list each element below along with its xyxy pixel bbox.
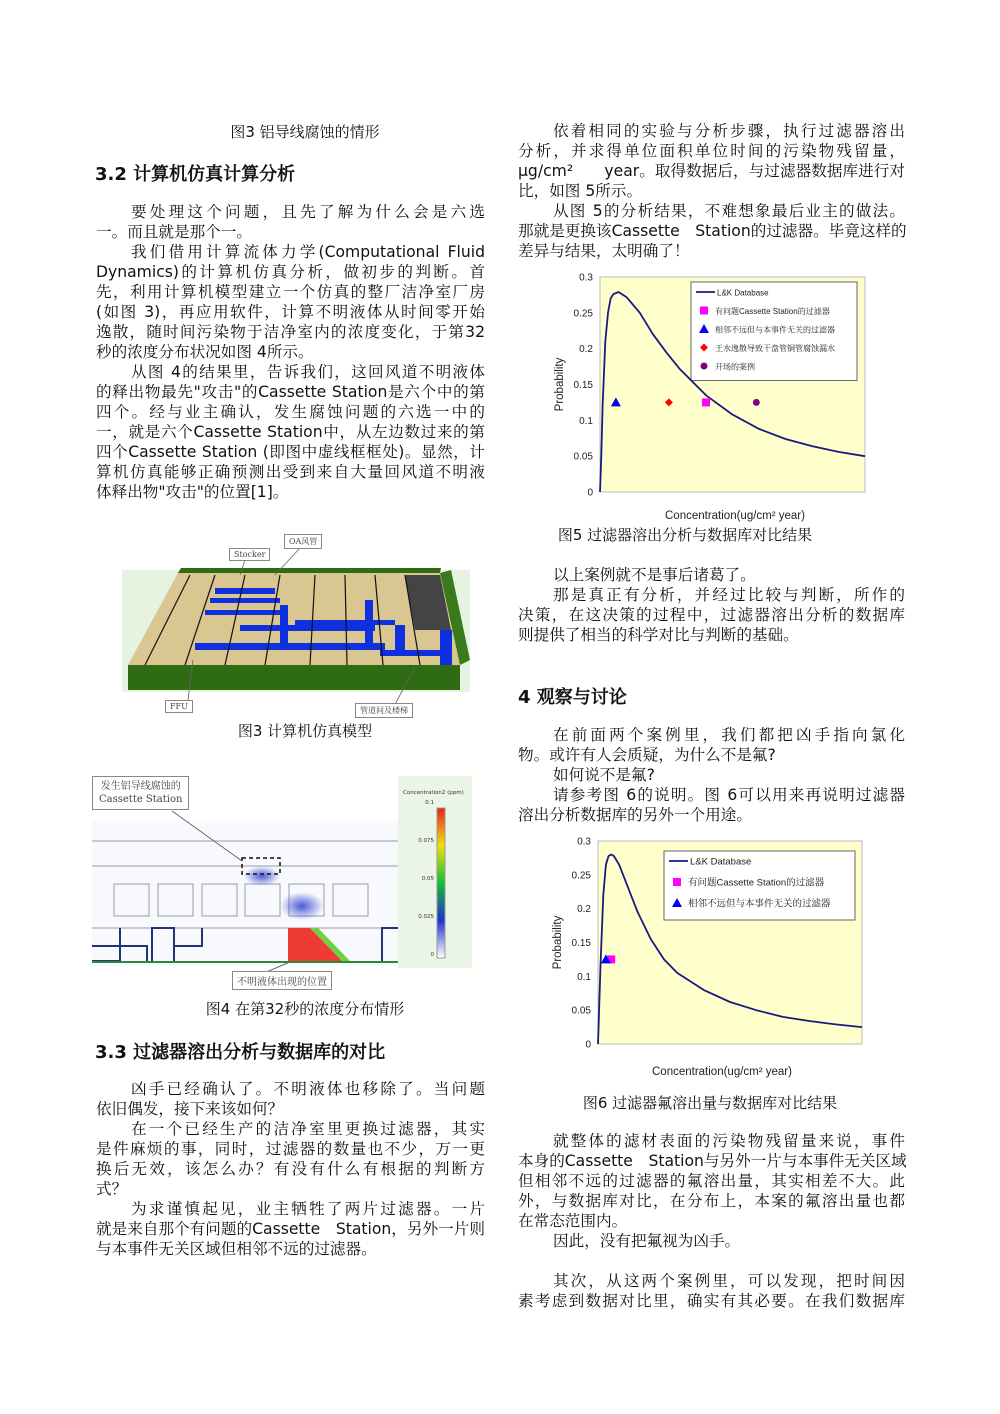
colorbar-tick: 0	[430, 952, 434, 958]
y-tick-label: 0.05	[573, 451, 593, 463]
text-line: 那是真正有分析，并经过比较与判断，所作的	[553, 586, 905, 604]
text-line: 分析，并求得单位面积单位时间的污染物残留量，	[518, 142, 905, 160]
text-line: 与本事件无关区域但相邻不远的过滤器。	[96, 1240, 377, 1258]
body-text	[518, 121, 905, 261]
body-text	[96, 202, 485, 502]
legend-label: L&K Database	[690, 856, 752, 868]
y-tick-label: 0.15	[573, 380, 593, 391]
text-line: 因此，没有把氟视为凶手。	[553, 1232, 741, 1250]
figure-3-simulation-model	[115, 530, 480, 720]
x-axis-label: Concentration(ug/cm² year)	[652, 1066, 792, 1078]
text-line: 物。或许有人会质疑，为什么不是氟?	[518, 746, 776, 764]
text-line: 从图 5的分析结果，不难想象最后业主的做法。	[553, 202, 905, 220]
text-line: 本身的Cassette Station与另外一片与本事件无关区域	[518, 1152, 907, 1170]
legend-label: 有问题Cassette Station的过滤器	[688, 877, 825, 889]
text-line: 要处理这个问题，且先了解为什么会是六选	[131, 203, 485, 221]
text-line: 决策，在这决策的过程中，过滤器溶出分析的数据库	[518, 606, 905, 624]
chart-figure-6	[540, 830, 880, 1085]
text-line: μg/cm² year。取得数据后，与过滤器数据库进行对	[518, 162, 905, 180]
y-tick-label: 0.25	[573, 308, 593, 320]
x-axis-label: Concentration(ug/cm² year)	[665, 510, 805, 522]
text-line: 四个Cassette Station (即图中虚线框框处)。显然，计	[96, 443, 485, 461]
text-line: 秒的浓度分布状况如图 4所示。	[96, 343, 314, 361]
text-line: 式？	[96, 1180, 128, 1198]
text-line: 的释出物最先"攻击"的Cassette Station是六个中的第	[96, 383, 485, 401]
legend-label: L&K Database	[717, 288, 769, 298]
text-line: (如图 3)，再应用软件，计算不明液体从时间零开始	[96, 303, 485, 321]
colorbar-tick: 0.075	[418, 838, 434, 844]
y-tick-label: 0	[587, 487, 593, 499]
legend-label: 王水逸散导致干盘管铜管腐蚀漏水	[715, 344, 835, 353]
legend-label: 相邻不远但与本事件无关的过滤器	[688, 898, 831, 910]
text-line: 则提供了相当的科学对比与判断的基础。	[518, 626, 799, 644]
y-tick-label: 0.2	[577, 904, 591, 916]
text-line: 逸散，随时间污染物于洁净室内的浓度变化，于第32	[96, 323, 485, 341]
body-text	[518, 1271, 905, 1311]
colorbar-ticks	[410, 800, 434, 960]
data-point-circle	[753, 399, 760, 406]
text-line: 依着相同的实验与分析步骤，执行过滤器溶出	[553, 122, 905, 140]
y-tick-label: 0.15	[571, 938, 591, 949]
label-ffu: FFU	[165, 700, 193, 713]
y-tick-label: 0.05	[571, 1005, 591, 1017]
y-axis-label: Probability	[554, 357, 566, 412]
body-text	[96, 1079, 485, 1259]
colorbar-title: Concentration2 (ppm)	[403, 790, 464, 796]
text-line: 是件麻烦的事，同时，过滤器的数量也不少，万一更	[96, 1140, 485, 1158]
section-heading: 4 观察与讨论	[518, 687, 627, 708]
text-line: 我们借用计算流体力学(Computational Fluid	[131, 243, 485, 261]
y-tick-label: 0.25	[571, 870, 591, 882]
y-tick-label: 0.3	[579, 272, 593, 284]
label-oa-duct: OA风管	[284, 534, 322, 549]
text-line: 从图 4的结果里，告诉我们，这回风道不明液体	[131, 363, 485, 381]
figure-4-concentration	[92, 776, 472, 988]
legend-swatch-square	[673, 878, 681, 886]
text-line: 算机仿真能够正确预测出受到来自大量回风道不明液	[96, 463, 485, 481]
y-tick-label: 0.3	[577, 836, 591, 848]
callout-line-1: 发生铝导线腐蚀的	[100, 781, 181, 792]
text-line: 一。而且就是那个一。	[96, 223, 252, 241]
label-stocker: Stocker	[229, 548, 270, 561]
text-line: 以上案例就不是事后诸葛了。	[553, 566, 756, 584]
data-point-square	[702, 398, 710, 406]
text-line: 在一个已经生产的洁净室里更换过滤器，其实	[131, 1120, 485, 1138]
figure-caption: 图3 计算机仿真模型	[237, 722, 373, 740]
text-line: 请参考图 6的说明。图 6可以用来再说明过滤器	[553, 786, 905, 804]
colorbar-tick: 0.1	[425, 800, 434, 806]
y-tick-label: 0.2	[579, 344, 593, 356]
y-tick-label: 0	[585, 1039, 591, 1051]
callout-line-2: Cassette Station	[99, 794, 183, 805]
text-line: 就是来自那个有问题的Cassette Station，另外一片则	[96, 1220, 485, 1238]
text-line: 就整体的滤材表面的污染物残留量来说，事件	[553, 1132, 905, 1150]
figure-caption: 图3 铝导线腐蚀的情形	[230, 123, 380, 141]
section-heading: 3.2 计算机仿真计算分析	[95, 164, 296, 185]
text-line: 为求谨慎起见，业主牺牲了两片过滤器。一片	[131, 1200, 485, 1218]
text-line: 四个。经与业主确认，发生腐蚀问题的六选一中的	[96, 403, 485, 421]
text-line: 比，如图 5所示。	[518, 182, 643, 200]
label-liquid-location: 不明液体出现的位置	[232, 971, 332, 990]
text-line: 其次，从这两个案例里，可以发现，把时间因	[553, 1272, 905, 1290]
factory-model-image	[115, 530, 480, 720]
y-tick-label: 0.1	[579, 415, 593, 427]
body-text	[518, 725, 905, 825]
y-axis-label: Probability	[552, 915, 564, 970]
section-heading: 3.3 过滤器溶出分析与数据库的对比	[95, 1042, 386, 1063]
chart-figure-5	[540, 266, 880, 524]
figure-caption: 图6 过滤器氟溶出量与数据库对比结果	[582, 1094, 838, 1112]
legend-swatch-circle	[701, 363, 708, 370]
text-line: 在前面两个案例里，我们都把凶手指向氯化	[553, 726, 905, 744]
text-line: 一，就是六个Cassette Station中，从左边数过来的第	[96, 423, 485, 441]
text-line: 在常态范围内。	[518, 1212, 628, 1230]
text-line: 素考虑到数据对比里，确实有其必要。在我们数据库	[518, 1292, 905, 1310]
text-line: 差异与结果，太明确了！	[518, 242, 690, 260]
legend-label: 有问题Cassette Station的过滤器	[715, 307, 830, 316]
callout-corrosion-station	[92, 776, 189, 810]
text-line: 依旧偶发，接下来该如何？	[96, 1100, 284, 1118]
figure-caption: 图4 在第32秒的浓度分布情形	[205, 1000, 405, 1018]
legend-swatch-square	[700, 307, 708, 315]
text-line: 外，与数据库对比，在分布上，本案的氟溶出量也都	[518, 1192, 905, 1210]
colorbar-tick: 0.025	[418, 914, 434, 920]
figure-caption: 图5 过滤器溶出分析与数据库对比结果	[557, 526, 813, 544]
text-line: Dynamics)的计算机仿真分析，做初步的判断。首	[96, 263, 485, 281]
text-line: 那就是更换该Cassette Station的过滤器。毕竟这样的	[518, 222, 907, 240]
legend-label: 开场的案例	[715, 362, 755, 372]
text-line: 溶出分析数据库的另外一个用途。	[518, 806, 752, 824]
text-line: 先，利用计算机模型建立一个仿真的整厂洁净室厂房	[96, 283, 485, 301]
label-stairs: 管道间及楼梯	[355, 703, 413, 718]
colorbar-tick: 0.05	[421, 876, 434, 882]
legend-label: 相邻不远但与本事件无关的过滤器	[715, 325, 835, 335]
text-line: 体释出物"攻击"的位置[1]。	[96, 483, 289, 501]
text-line: 但相邻不远的过滤器的氟溶出量，其实相差不大。此	[518, 1172, 905, 1190]
text-line: 如何说不是氟?	[553, 766, 655, 784]
text-line: 换后无效，该怎么办？有没有什么有根据的判断方	[96, 1160, 485, 1178]
text-line: 凶手已经确认了。不明液体也移除了。当问题	[131, 1080, 485, 1098]
y-tick-label: 0.1	[577, 971, 591, 983]
body-text	[518, 565, 905, 645]
body-text	[518, 1131, 905, 1251]
